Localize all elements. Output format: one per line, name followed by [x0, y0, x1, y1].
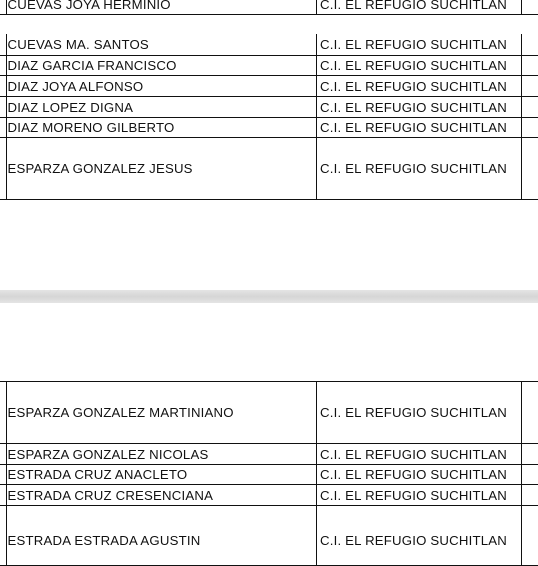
place-cell: C.I. EL REFUGIO SUCHITLAN	[317, 0, 522, 14]
name-cell: ESPARZA GONZALEZ JESUS	[8, 138, 317, 199]
table-row	[0, 465, 538, 485]
name-cell: ESPARZA GONZALEZ NICOLAS	[8, 444, 317, 464]
table-row	[0, 118, 538, 138]
place-cell: C.I. EL REFUGIO SUCHITLAN	[317, 34, 522, 55]
place-cell: C.I. EL REFUGIO SUCHITLAN	[317, 56, 522, 75]
name-cell: DIAZ GARCIA FRANCISCO	[8, 56, 317, 75]
table-row	[0, 97, 538, 118]
name-cell: ESTRADA CRUZ ANACLETO	[8, 465, 317, 484]
place-cell: C.I. EL REFUGIO SUCHITLAN	[317, 382, 522, 443]
place-cell: C.I. EL REFUGIO SUCHITLAN	[317, 506, 522, 565]
table-row	[0, 381, 538, 444]
row-marker-cell	[0, 34, 7, 55]
row-marker-cell	[0, 138, 7, 199]
table-row	[0, 444, 538, 465]
table-row	[0, 34, 538, 56]
table-row	[0, 138, 538, 200]
row-marker-cell	[0, 76, 7, 96]
row-marker-cell	[0, 485, 7, 505]
name-cell: CUEVAS MA. SANTOS	[8, 34, 317, 55]
document-page-2	[0, 303, 538, 548]
table-row	[0, 56, 538, 76]
row-marker-cell	[0, 118, 7, 137]
row-marker-cell	[0, 97, 7, 117]
row-marker-cell	[0, 465, 7, 484]
row-marker-cell	[0, 506, 7, 565]
place-cell: C.I. EL REFUGIO SUCHITLAN	[317, 444, 522, 464]
table-row	[0, 0, 538, 15]
place-cell: C.I. EL REFUGIO SUCHITLAN	[317, 465, 522, 484]
place-cell: C.I. EL REFUGIO SUCHITLAN	[317, 138, 522, 199]
place-cell: C.I. EL REFUGIO SUCHITLAN	[317, 76, 522, 96]
name-cell: DIAZ LOPEZ DIGNA	[8, 97, 317, 117]
place-cell: C.I. EL REFUGIO SUCHITLAN	[317, 97, 522, 117]
row-marker-cell	[0, 444, 7, 464]
page-separator	[0, 290, 538, 303]
table-row	[0, 485, 538, 506]
place-cell: C.I. EL REFUGIO SUCHITLAN	[317, 485, 522, 505]
name-cell: ESPARZA GONZALEZ MARTINIANO	[8, 382, 317, 443]
name-cell: DIAZ MORENO GILBERTO	[8, 118, 317, 137]
row-marker-cell	[0, 382, 7, 443]
name-cell: CUEVAS JOYA HERMINIO	[8, 0, 317, 14]
table-row	[0, 76, 538, 97]
name-cell: ESTRADA ESTRADA AGUSTIN	[8, 506, 317, 565]
table-row	[0, 506, 538, 566]
row-marker-cell	[0, 56, 7, 75]
row-marker-cell	[0, 0, 7, 14]
name-cell: DIAZ JOYA ALFONSO	[8, 76, 317, 96]
place-cell: C.I. EL REFUGIO SUCHITLAN	[317, 118, 522, 137]
name-cell: ESTRADA CRUZ CRESENCIANA	[8, 485, 317, 505]
